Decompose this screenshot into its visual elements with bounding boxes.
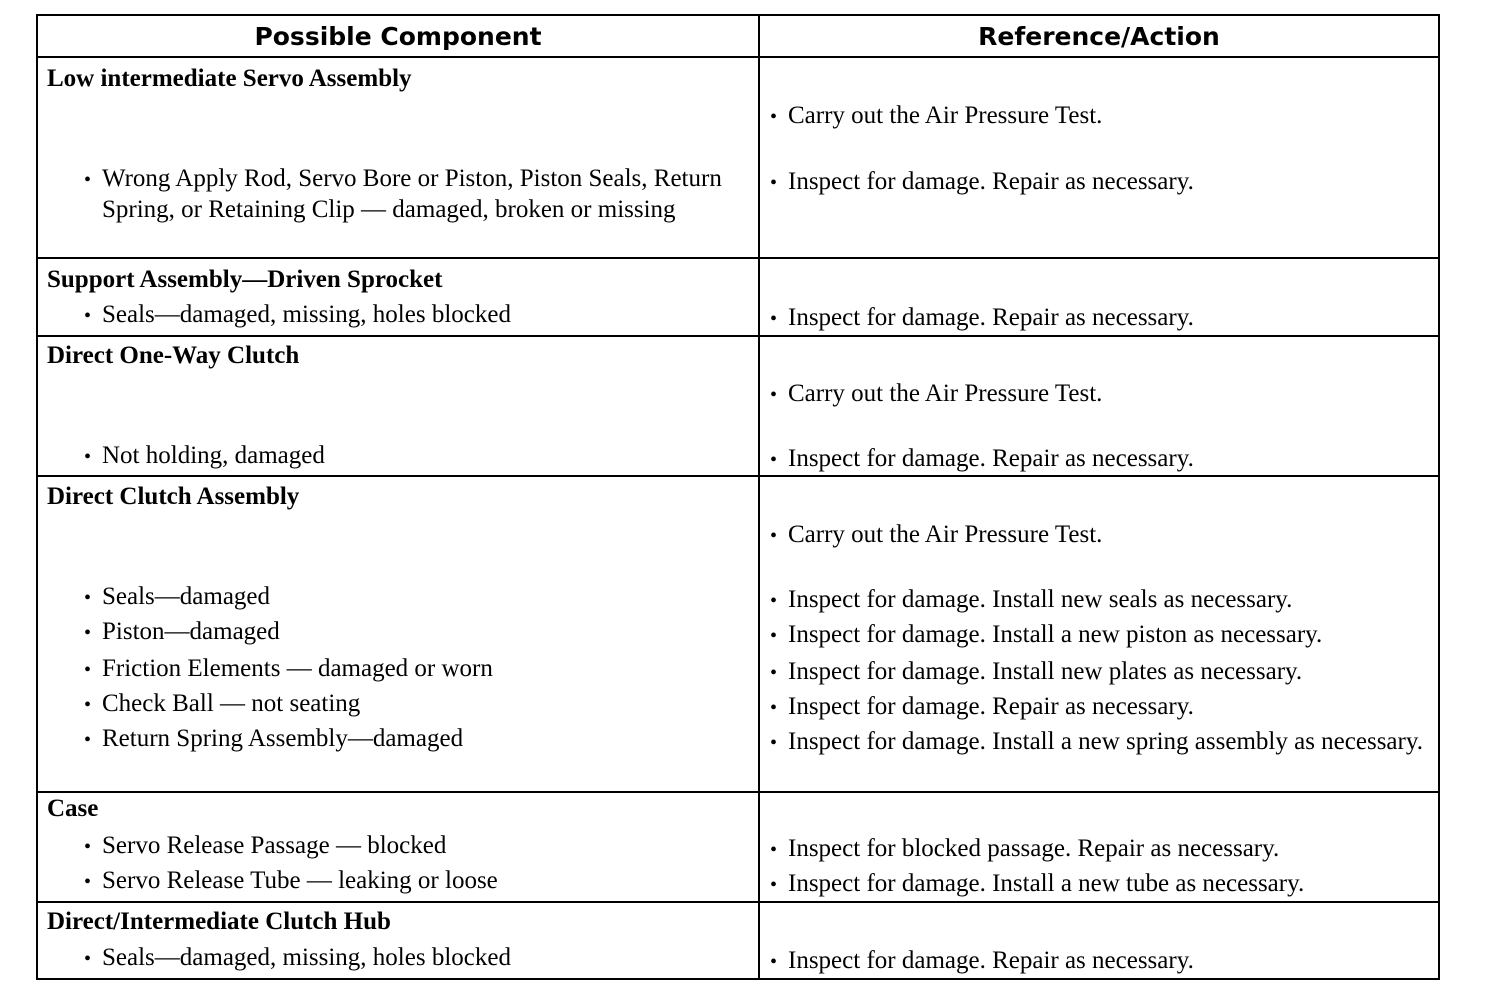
- group-title: Direct Clutch Assembly: [47, 483, 300, 510]
- group-title: Support Assembly—Driven Sprocket: [47, 266, 443, 293]
- action-item: • Inspect for damage. Install new seals as necessary.: [770, 585, 1292, 616]
- action-item: • Inspect for damage. Repair as necessary.: [770, 692, 1194, 723]
- group-title: Direct/Intermediate Clutch Hub: [47, 908, 391, 935]
- diagnosis-table: [36, 14, 1440, 980]
- component-item: • Servo Release Passage — blocked: [84, 831, 446, 862]
- action-item: • Inspect for damage. Install new plates as necessary.: [770, 657, 1302, 688]
- component-item: • Friction Elements — damaged or worn: [84, 654, 493, 685]
- group-title: Case: [47, 795, 99, 822]
- header-divider: [38, 56, 1438, 58]
- action-item: • Inspect for damage. Repair as necessary.: [770, 303, 1194, 334]
- column-divider: [758, 16, 760, 978]
- component-item: • Seals—damaged, missing, holes blocked: [84, 300, 511, 331]
- group-title: Low intermediate Servo Assembly: [47, 65, 412, 92]
- component-item: • Piston—damaged: [84, 617, 280, 648]
- component-item: • Return Spring Assembly—damaged: [84, 724, 463, 755]
- component-item: • Seals—damaged: [84, 582, 270, 613]
- action-item: • Inspect for damage. Repair as necessary.: [770, 167, 1194, 198]
- header-possible-component: Possible Component: [254, 22, 542, 51]
- component-item: • Check Ball — not seating: [84, 689, 360, 720]
- component-item: • Servo Release Tube — leaking or loose: [84, 866, 498, 897]
- action-item: • Inspect for blocked passage. Repair as necessary.: [770, 834, 1279, 865]
- row-divider: [38, 257, 1438, 259]
- row-divider: [38, 791, 1438, 793]
- action-item: • Inspect for damage. Repair as necessary.: [770, 444, 1194, 475]
- action-item: • Carry out the Air Pressure Test.: [770, 520, 1102, 551]
- row-divider: [38, 901, 1438, 903]
- row-divider: [38, 475, 1438, 477]
- action-item: • Carry out the Air Pressure Test.: [770, 379, 1102, 410]
- component-item: • Not holding, damaged: [84, 441, 325, 472]
- action-item: • Inspect for damage. Repair as necessary.: [770, 946, 1194, 977]
- component-item: • Seals—damaged, missing, holes blocked: [84, 943, 511, 974]
- group-title: Direct One-Way Clutch: [47, 342, 300, 369]
- action-item: • Inspect for damage. Install a new tube as necessary.: [770, 869, 1304, 900]
- header-reference-action: Reference/Action: [978, 22, 1220, 51]
- action-item: • Carry out the Air Pressure Test.: [770, 101, 1102, 132]
- component-item: • Wrong Apply Rod, Servo Bore or Piston, Piston Seals, Return Spring, or Retaining Clip — damaged, broken or missing: [84, 164, 742, 225]
- action-item: • Inspect for damage. Install a new piston as necessary.: [770, 620, 1322, 651]
- row-divider: [38, 335, 1438, 337]
- action-item: • Inspect for damage. Install a new spring assembly as necessary.: [770, 727, 1428, 758]
